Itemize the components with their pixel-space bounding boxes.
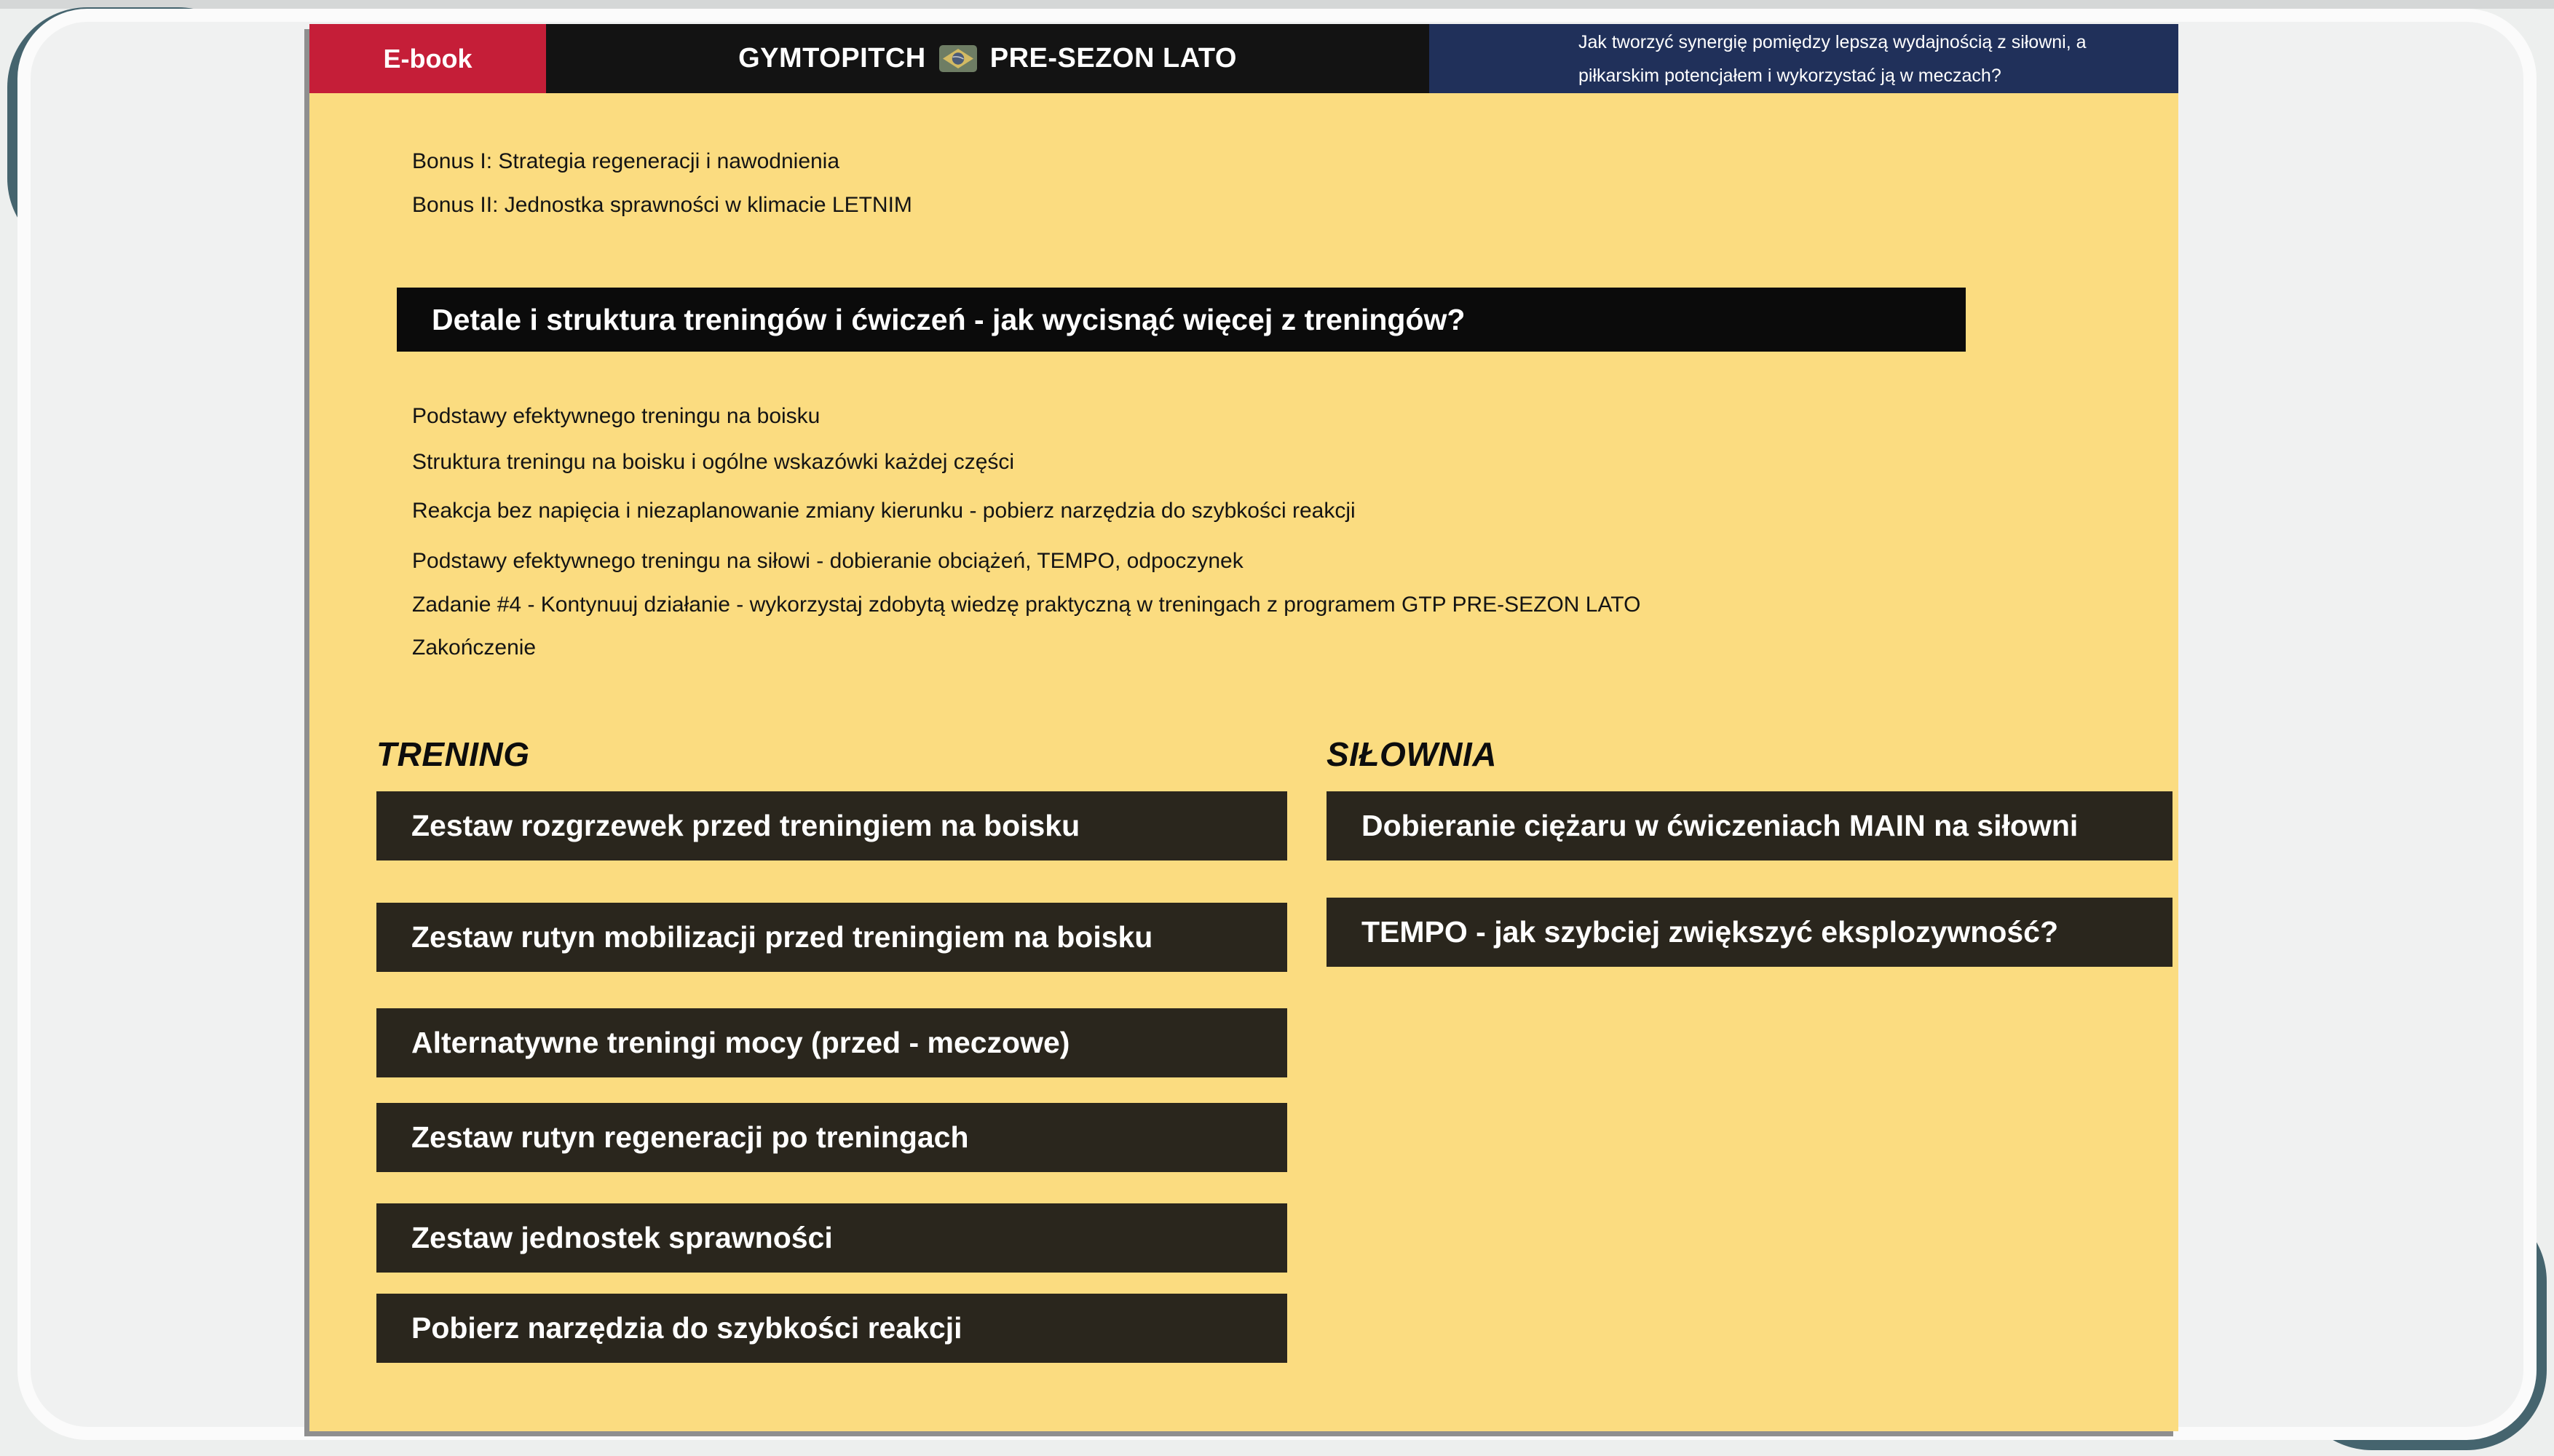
ebook-page	[309, 24, 2178, 1431]
top-strip-decor	[0, 0, 2554, 9]
brand-right-text: PRE-SEZON LATO	[989, 43, 1237, 74]
question-ribbon	[1429, 24, 2178, 93]
question-line-1: Jak tworzyć synergię pomiędzy lepszą wydajnością z siłowni, a	[1578, 31, 2087, 52]
trening-button-2[interactable]: Zestaw rutyn mobilizacji przed treningiem na boisku	[376, 903, 1287, 972]
brand-left-text: GYMTOPITCH	[738, 43, 926, 74]
question-line-2: piłkarskim potencjałem i wykorzystać ją w meczach?	[1578, 65, 2001, 86]
ebook-ribbon	[309, 24, 546, 93]
section-title-bar	[397, 288, 1966, 352]
toc-item-5: Zadanie #4 - Kontynuuj działanie - wykorzystaj zdobytą wiedzę praktyczną w treningach z programem GTP PRE-SEZON LATO	[412, 593, 1641, 617]
toc-item-3: Reakcja bez napięcia i niezaplanowanie zmiany kierunku - pobierz narzędzia do szybkości reakcji	[412, 499, 1356, 523]
brazil-flag-icon	[939, 45, 977, 72]
toc-item-6: Zakończenie	[412, 636, 537, 660]
page-header	[309, 24, 2178, 93]
toc-item-2: Struktura treningu na boisku i ogólne wskazówki każdej części	[412, 450, 1015, 474]
trening-button-6[interactable]: Pobierz narzędzia do szybkości reakcji	[376, 1294, 1287, 1363]
bonus-line-1: Bonus I: Strategia regeneracji i nawodnienia	[412, 149, 840, 173]
brand-ribbon	[546, 24, 1429, 93]
trening-button-4[interactable]: Zestaw rutyn regeneracji po treningach	[376, 1103, 1287, 1172]
toc-item-4: Podstawy efektywnego treningu na siłowi - dobieranie obciążeń, TEMPO, odpoczynek	[412, 549, 1244, 573]
silownia-button-2[interactable]: TEMPO - jak szybciej zwiększyć eksplozywność?	[1327, 898, 2173, 967]
section-title: Detale i struktura treningów i ćwiczeń - jak wycisnąć więcej z treningów?	[432, 302, 1466, 336]
trening-button-5[interactable]: Zestaw jednostek sprawności	[376, 1203, 1287, 1273]
ebook-ribbon-label: E-book	[383, 43, 473, 74]
toc-item-1: Podstawy efektywnego treningu na boisku	[412, 404, 821, 428]
bonus-line-2: Bonus II: Jednostka sprawności w klimacie LETNIM	[412, 193, 912, 217]
silownia-heading: SIŁOWNIA	[1327, 735, 1497, 773]
trening-button-1[interactable]: Zestaw rozgrzewek przed treningiem na boisku	[376, 791, 1287, 860]
silownia-button-1[interactable]: Dobieranie ciężaru w ćwiczeniach MAIN na siłowni	[1327, 791, 2173, 860]
trening-button-3[interactable]: Alternatywne treningi mocy (przed - meczowe)	[376, 1008, 1287, 1077]
trening-heading: TRENING	[376, 735, 530, 773]
